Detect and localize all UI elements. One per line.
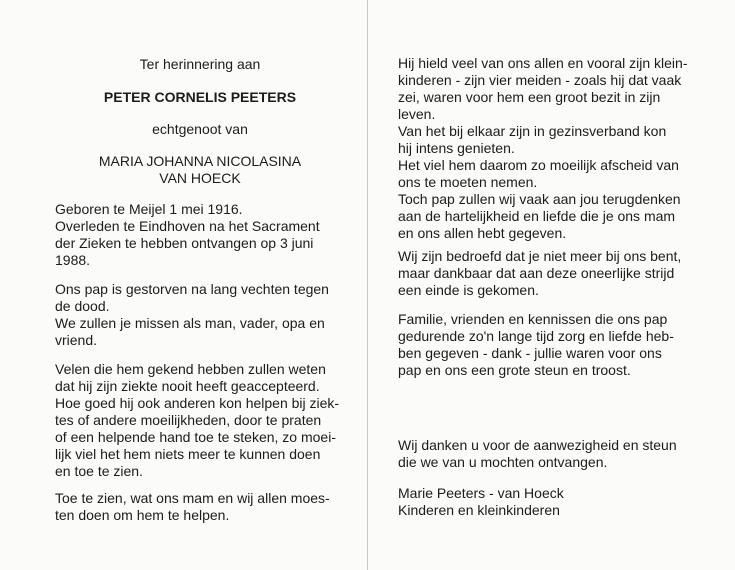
signature — [398, 485, 564, 519]
paragraph-6 — [398, 311, 674, 379]
paragraph-3 — [55, 490, 330, 524]
text-line: ben gegeven - dank - jullie waren voor ons — [398, 345, 662, 361]
text-line: Wij zijn bedroefd dat je niet meer bij ons bent, — [398, 248, 682, 264]
text-line: tes of andere moeilijkheden, door te praten — [55, 412, 322, 428]
text-line: en ons allen hebt gegeven. — [398, 225, 567, 241]
text-line: en toe te zien. — [55, 463, 143, 479]
text-line: die we van u mochten ontvangen. — [398, 454, 608, 470]
paragraph-4 — [398, 55, 688, 242]
text-line: Familie, vrienden en kennissen die ons pap — [398, 311, 668, 327]
text-line: Het viel hem daarom zo moeilijk afscheid van — [398, 157, 679, 173]
text-line: Wij danken u voor de aanwezigheid en steun — [398, 437, 677, 453]
text-line: leven. — [398, 106, 436, 122]
intro-text: Ter herinnering aan — [139, 56, 261, 72]
text-line: zei, waren voor hem een groot bezit in zijn — [398, 89, 661, 105]
text-line: Overleden te Eindhoven na het Sacrament — [55, 218, 320, 234]
text-line: kinderen - zijn vier meiden - zoals hij dat vaak — [398, 72, 682, 88]
text-line: gedurende zo'n lange tijd zorg en liefde heb- — [398, 328, 674, 344]
signature-line: Marie Peeters - van Hoeck — [398, 485, 564, 501]
text-line: Toch pap zullen wij vaak aan jou terugdenken — [398, 191, 681, 207]
text-line: maar dankbaar dat aan deze oneerlijke strijd — [398, 265, 675, 281]
text-line: 1988. — [55, 252, 91, 268]
deceased-name: PETER CORNELIS PEETERS — [103, 89, 297, 105]
spouse-name-line-1: MARIA JOHANNA NICOLASINA — [98, 153, 302, 169]
text-line: Velen die hem gekend hebben zullen weten — [55, 361, 326, 377]
text-line: aan de hartelijkheid en liefde die je ons mam — [398, 208, 676, 224]
text-line: of een helpende hand toe te steken, zo moei- — [55, 429, 336, 445]
text-line: der Zieken te hebben ontvangen op 3 juni — [55, 235, 314, 251]
text-line: hij intens genieten. — [398, 140, 515, 156]
text-line: Ons pap is gestorven na lang vechten tegen — [55, 281, 329, 297]
text-line: een einde is gekomen. — [398, 282, 539, 298]
birth-death-paragraph — [55, 201, 320, 269]
text-line: We zullen je missen als man, vader, opa en — [55, 315, 325, 331]
text-line: ten doen om hem te helpen. — [55, 507, 230, 523]
card-fold — [367, 0, 368, 570]
text-line: pap en ons een grote steun en troost. — [398, 362, 631, 378]
text-line: dat hij zijn ziekte nooit heeft geaccepteerd. — [55, 378, 320, 394]
paragraph-2 — [55, 361, 339, 480]
text-line: lijk viel het hem niets meer te kunnen doen — [55, 446, 321, 462]
paragraph-1 — [55, 281, 329, 349]
paragraph-5 — [398, 248, 681, 299]
signature-line: Kinderen en kleinkinderen — [398, 502, 560, 518]
text-line: Van het bij elkaar zijn in gezinsverband kon — [398, 123, 667, 139]
thanks-paragraph — [398, 437, 677, 471]
text-line: ons te moeten nemen. — [398, 174, 538, 190]
spouse-name-line-2: VAN HOECK — [159, 170, 241, 186]
text-line: Geboren te Meijel 1 mei 1916. — [55, 201, 243, 217]
text-line: de dood. — [55, 298, 110, 314]
text-line: Hoe goed hij ook anderen kon helpen bij ziek- — [55, 395, 340, 411]
text-line: Toe te zien, wat ons mam en wij allen moes- — [55, 490, 330, 506]
spouse-intro: echtgenoot van — [152, 121, 248, 137]
text-line: Hij hield veel van ons allen en vooral zijn klein- — [398, 55, 688, 71]
text-line: vriend. — [55, 332, 98, 348]
